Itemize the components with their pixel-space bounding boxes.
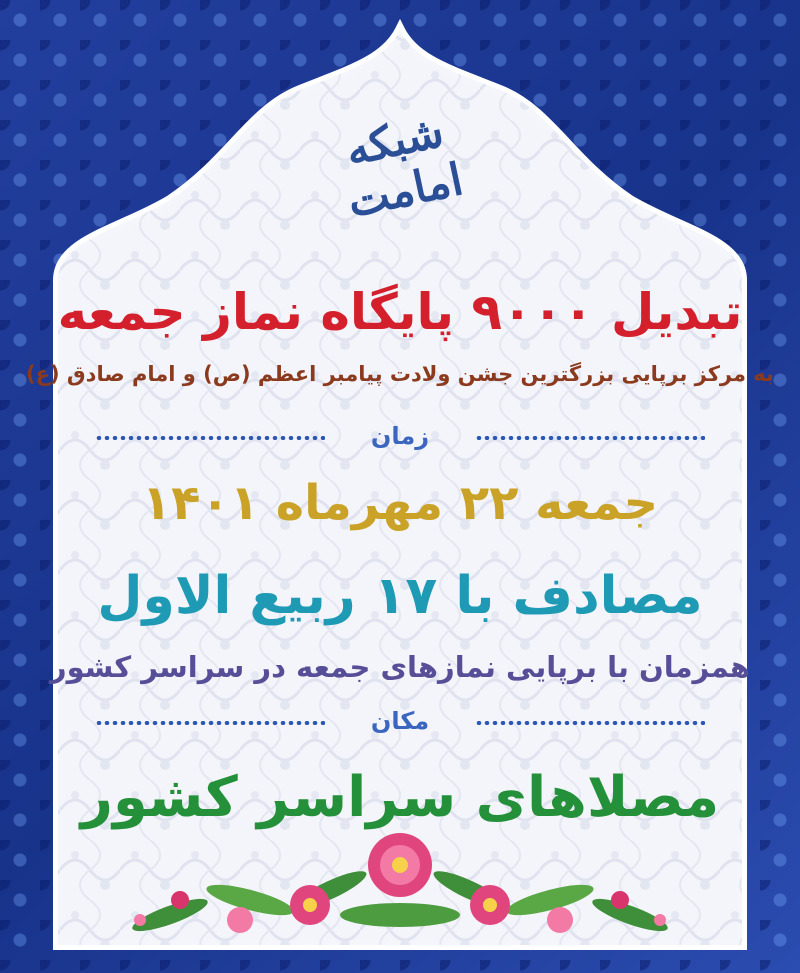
logo-calligraphy: شبکه امامت xyxy=(341,105,468,228)
divider-place xyxy=(95,703,705,743)
dotted-line xyxy=(95,721,325,725)
simultaneous-line: همزمان با برپایی نمازهای جمعه در سراسر کشور xyxy=(49,650,751,684)
flower-center xyxy=(368,833,432,897)
subline: به مرکز برپایی بزرگترین جشن ولادت پیامبر اعظم (ص) و امام صادق (ع) xyxy=(26,362,774,386)
time-label: زمان xyxy=(370,422,430,450)
shabake-emamat-logo xyxy=(300,75,500,235)
coincide-line: مصادف با ۱۷ ربیع الاول xyxy=(97,566,703,626)
place-label: مکان xyxy=(370,707,430,735)
dotted-line xyxy=(475,436,705,440)
dotted-line xyxy=(95,436,325,440)
dotted-line xyxy=(475,721,705,725)
flowers-decoration xyxy=(0,820,800,945)
date-line: جمعه ۲۲ مهرماه ۱۴۰۱ xyxy=(141,475,659,531)
divider-time xyxy=(95,418,705,458)
headline: تبدیل ۹۰۰۰ پایگاه نماز جمعه xyxy=(57,283,743,341)
venue-line: مصلاهای سراسر کشور xyxy=(80,765,720,830)
